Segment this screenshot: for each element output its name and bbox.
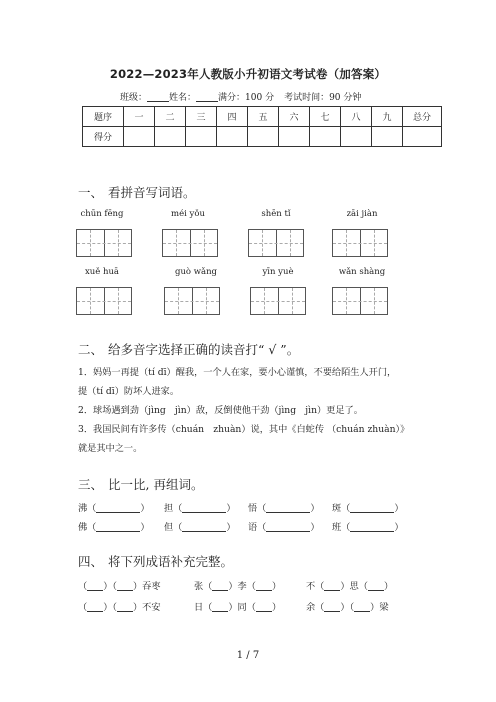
pinyin-label: yīn yuè bbox=[262, 267, 294, 277]
section3-title: 比一比, 再组词。 bbox=[108, 477, 204, 492]
score-header-cell: 总分 bbox=[403, 107, 442, 127]
score-cell[interactable] bbox=[186, 127, 217, 147]
idiom-item: 余（ ）（ ）梁 bbox=[306, 602, 389, 613]
answer-blank[interactable] bbox=[324, 602, 340, 612]
section3-heading bbox=[78, 475, 203, 493]
idiom-item: 日（ ）同（ ） bbox=[194, 602, 282, 613]
class-blank[interactable] bbox=[147, 92, 169, 102]
answer-blank[interactable] bbox=[117, 602, 133, 612]
writing-box[interactable] bbox=[248, 229, 304, 257]
word-group-item: 但（ ） bbox=[164, 522, 236, 533]
idiom-item: 不（ ）思（ ） bbox=[306, 581, 394, 592]
answer-blank[interactable] bbox=[212, 581, 228, 591]
exam-info-line bbox=[120, 90, 361, 103]
idiom-item: （ ）（ ）吞枣 bbox=[78, 581, 161, 592]
score-label: 满分：100 分 bbox=[218, 93, 275, 103]
score-cell[interactable] bbox=[372, 127, 403, 147]
writing-box[interactable] bbox=[164, 287, 220, 315]
pinyin-label: wǎn shàng bbox=[338, 267, 386, 277]
answer-blank[interactable] bbox=[87, 581, 103, 591]
section4-title: 将下列成语补充完整。 bbox=[108, 554, 234, 569]
score-header-cell: 七 bbox=[310, 107, 341, 127]
word-group-item: 斑（ ） bbox=[332, 503, 404, 514]
question-line: 3．我国民间有许多传（chuán zhuàn）说，其中《白蛇传 （chuán zhuàn）》 bbox=[78, 424, 410, 435]
answer-blank[interactable] bbox=[182, 503, 226, 513]
score-header-cell: 九 bbox=[372, 107, 403, 127]
answer-blank[interactable] bbox=[117, 581, 133, 591]
answer-blank[interactable] bbox=[256, 581, 272, 591]
answer-blank[interactable] bbox=[182, 522, 226, 532]
pinyin-label: shēn tǐ bbox=[261, 209, 291, 219]
score-cell[interactable] bbox=[403, 127, 442, 147]
score-header-cell: 六 bbox=[279, 107, 310, 127]
answer-blank[interactable] bbox=[256, 602, 272, 612]
section2-title: 给多音字选择正确的读音打“ √ ”。 bbox=[108, 342, 300, 357]
score-header-cell: 一 bbox=[124, 107, 155, 127]
word-group-item: 班（ ） bbox=[332, 522, 404, 533]
word-group-item: 语（ ） bbox=[248, 522, 320, 533]
answer-blank[interactable] bbox=[212, 602, 228, 612]
score-header-cell: 题序 bbox=[83, 107, 124, 127]
answer-blank[interactable] bbox=[96, 522, 140, 532]
writing-box[interactable] bbox=[76, 287, 132, 315]
question-line: 2．球场遇到劲（jìng jìn）敌，反倒使他干劲（jìng jìn）更足了。 bbox=[78, 405, 363, 416]
section1-number: 一、 bbox=[78, 185, 104, 200]
answer-blank[interactable] bbox=[354, 602, 370, 612]
score-table-score-row bbox=[83, 127, 442, 147]
writing-box[interactable] bbox=[332, 287, 388, 315]
page-title: 2022—2023年人教版小升初语文考试卷（加答案） bbox=[109, 67, 387, 81]
score-cell[interactable] bbox=[248, 127, 279, 147]
score-table bbox=[82, 106, 442, 147]
writing-box[interactable] bbox=[76, 229, 132, 257]
section4-number: 四、 bbox=[78, 554, 104, 569]
section1-heading bbox=[78, 183, 196, 201]
question-line: 1．妈妈一再提（tí dī）醒我，一个人在家，要小心谨慎，不要给陌生人开门， bbox=[78, 367, 397, 378]
answer-blank[interactable] bbox=[350, 522, 394, 532]
time-label: 考试时间：90 分钟 bbox=[284, 93, 362, 103]
name-label: 姓名： bbox=[169, 93, 197, 103]
word-group-item: 佛（ ） bbox=[78, 522, 150, 533]
score-cell[interactable] bbox=[310, 127, 341, 147]
score-cell[interactable] bbox=[155, 127, 186, 147]
score-header-cell: 二 bbox=[155, 107, 186, 127]
answer-blank[interactable] bbox=[368, 581, 384, 591]
score-cell[interactable] bbox=[217, 127, 248, 147]
question-line: 就是其中之一。 bbox=[78, 443, 143, 454]
score-row-label: 得分 bbox=[83, 127, 124, 147]
pinyin-label: méi yǒu bbox=[171, 209, 205, 219]
section3-number: 三、 bbox=[78, 477, 104, 492]
class-label: 班级： bbox=[120, 93, 148, 103]
answer-blank[interactable] bbox=[266, 503, 310, 513]
word-group-item: 沸（ ） bbox=[78, 503, 150, 514]
section2-heading bbox=[78, 340, 299, 358]
writing-box[interactable] bbox=[162, 229, 218, 257]
answer-blank[interactable] bbox=[350, 503, 394, 513]
page-number: 1 / 7 bbox=[236, 650, 260, 661]
score-header-cell: 三 bbox=[186, 107, 217, 127]
score-header-cell: 五 bbox=[248, 107, 279, 127]
pinyin-label: xuě huā bbox=[84, 267, 120, 277]
score-header-cell: 八 bbox=[341, 107, 372, 127]
score-cell[interactable] bbox=[341, 127, 372, 147]
question-line: 提（tí dī）防坏人进家。 bbox=[78, 386, 180, 397]
score-cell[interactable] bbox=[279, 127, 310, 147]
word-group-item: 悟（ ） bbox=[248, 503, 320, 514]
pinyin-label: guò wǎng bbox=[175, 267, 217, 277]
section2-number: 二、 bbox=[78, 342, 104, 357]
score-header-cell: 四 bbox=[217, 107, 248, 127]
idiom-item: （ ）（ ）不安 bbox=[78, 602, 161, 613]
section1-title: 看拼音写词语。 bbox=[108, 185, 196, 200]
name-blank[interactable] bbox=[196, 92, 218, 102]
answer-blank[interactable] bbox=[324, 581, 340, 591]
answer-blank[interactable] bbox=[266, 522, 310, 532]
writing-box[interactable] bbox=[250, 287, 306, 315]
word-group-item: 担（ ） bbox=[164, 503, 236, 514]
pinyin-label: zāi jiàn bbox=[346, 209, 378, 219]
pinyin-label: chūn fēng bbox=[80, 209, 124, 219]
score-table-header-row bbox=[83, 107, 442, 127]
answer-blank[interactable] bbox=[96, 503, 140, 513]
answer-blank[interactable] bbox=[87, 602, 103, 612]
score-cell[interactable] bbox=[124, 127, 155, 147]
section4-heading bbox=[78, 552, 233, 570]
writing-box[interactable] bbox=[332, 229, 388, 257]
idiom-item: 张（ ）李（ ） bbox=[194, 581, 282, 592]
